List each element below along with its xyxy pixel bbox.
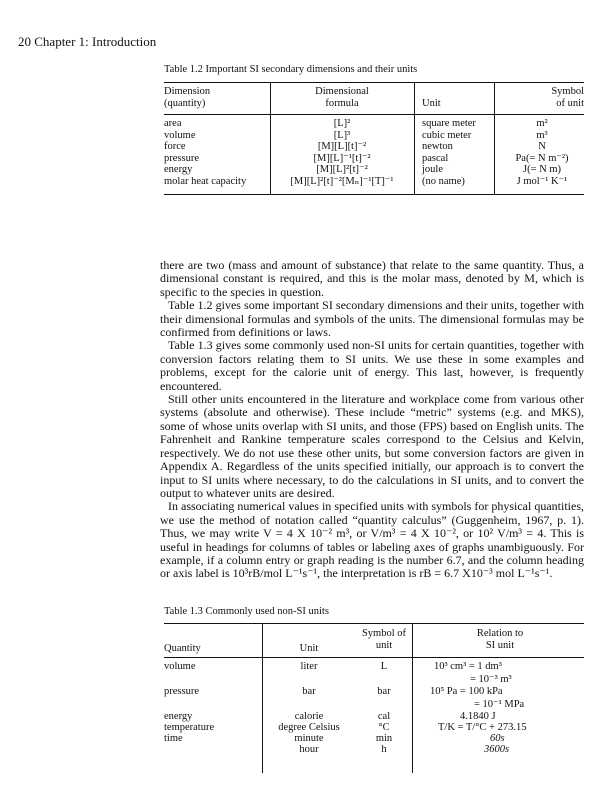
table-cell: min [375,733,393,744]
table-cell [264,699,354,712]
table-cell: hour [299,744,319,755]
table-cell: calorie [294,711,324,722]
paragraph: Table 1.2 gives some important SI secondary dimensions and their units, together with their dimensional formulas and symbols of the units. The dimensional formulas may be confirmed from definitions or laws. [160,298,584,340]
table-cell: m³ [536,129,548,141]
table-cell: square meter [422,118,476,129]
table-cell: newton [422,141,453,152]
table-1-3-caption: Table 1.3 Commonly used non-SI units [164,606,329,617]
table-cell: = 10⁻¹ MPa [474,698,525,710]
table-cell: pascal [422,152,449,164]
table-cell: energy [164,711,193,722]
table-cell: molar heat capacity [164,175,247,187]
table-cell: h [381,744,387,755]
table-1-3 [164,0,584,790]
table-cell [164,674,214,687]
table-cell: pressure [164,686,199,697]
table-cell: cal [377,711,391,722]
paragraph: there are two (mass and amount of substance) that relate to the same quantity. Thus, a dimensional constant is required, and this is the molar mass, denoted by M, which is specific to the species in question. [160,258,584,299]
table-cell: force [164,141,186,152]
table-cell: = 10⁻³ m³ [470,673,512,685]
table-cell: T/K = T/°C + 273.15 [438,722,527,733]
table-cell: bar [377,686,391,697]
table-1-3-col-symbol [350,661,418,755]
table-cell: cubic meter [422,129,472,141]
table-cell: J(= N m) [522,164,561,175]
table-cell: (no name) [422,175,465,187]
table-cell: liter [300,661,318,672]
table-cell: N [538,141,546,152]
paragraph: Still other units encountered in the literature and workplace come from various other systems (absolute and otherwise). These include “metric” systems (e.g. and MKS), some of whose units overlap with SI units, and those (FPS) based on English units. The Fahrenheit and Rankine temperature scales correspond to the Celsius and Kelvin, respectively. We do not use these other units, but some conversion factors are given in Appendix A. Regardless of the units specified initially, our approach is to convert the input to SI units where necessary, to do the calculations in SI units, and to convert the output to whatever units are desired. [160,392,584,500]
table-cell: [M][L][t]⁻² [317,141,367,152]
table-1-2-header-symbol: Symbol of unit [551,86,584,109]
table-cell: [M][L]⁻¹[t]⁻² [313,152,371,164]
table-1-2-header-quantity: Dimension (quantity) [164,86,211,109]
table-cell: m² [536,118,548,129]
table-cell: minute [294,733,324,744]
table-1-3-col-relation [420,661,584,755]
table-1-3-col-quantity [164,661,214,755]
table-cell: [M][L]²[t]⁻² [316,164,368,175]
table-cell: area [164,118,182,129]
table-1-3-col-unit [264,661,354,755]
table-cell: volume [164,129,196,141]
table-cell: volume [164,661,196,672]
table-cell [264,674,354,687]
paragraph: In associating numerical values in specified units with symbols for physical quantities, we use the method of notation called “quantity calculus” (Guggenheim, 1967, p. 1). Thus, we may write V = 4 X 10⁻² m³, or V/m³ = 4 X 10⁻², or 10² V/m³ = 4. This is useful in headings for columns of tables or labeling axes of graphs unambiguously. For example, if a column entry or graph reading is the number 6.7, and the column heading or axis label is 10³rB/mol L⁻¹s⁻¹, the interpretation is rB = 6.7 X10⁻³ mol L⁻¹s⁻¹. [160,499,584,581]
table-cell: [M][L]²[t]⁻²[Mₙ]⁻¹[T]⁻¹ [290,175,394,187]
table-1-3-header-symbol: Symbol of unit [361,628,407,651]
table-1-2-header-formula: Dimensional formula [315,86,369,109]
table-cell: [L]² [333,118,351,129]
table-cell: pressure [164,152,199,164]
table-cell: 4.1840 J [460,711,496,722]
table-cell: 10³ cm³ = 1 dm³ [434,661,502,672]
table-cell: °C [378,722,390,733]
table-cell: [L]³ [333,129,351,141]
table-1-2-caption: Table 1.2 Important SI secondary dimensions and their units [164,64,418,75]
table-cell: bar [302,686,316,697]
table-cell: J mol⁻¹ K⁻¹ [516,175,568,187]
table-cell [164,744,214,755]
table-cell: degree Celsius [278,722,340,733]
table-cell: 10⁵ Pa = 100 kPa [430,686,503,697]
table-cell: Pa(= N m⁻²) [515,152,569,164]
table-cell [164,699,214,712]
table-cell: time [164,733,183,744]
table-cell: L [380,661,388,672]
table-cell: temperature [164,722,215,733]
table-cell: 60s [490,733,505,744]
table-1-3-header-quantity: Quantity [164,643,201,654]
paragraph: Table 1.3 gives some commonly used non-SI units for certain quantities, together with conversion factors relating them to SI units. We use these in some examples and problems, except for the calorie unit of energy. This last, however, is frequently encountered. [160,338,584,393]
table-cell [350,674,418,687]
table-1-3-header-unit: Unit [299,643,319,654]
table-cell: joule [422,164,443,175]
table-1-3-header-relation: Relation to SI unit [476,628,524,651]
page-header: 20 Chapter 1: Introduction [18,34,157,49]
table-cell [350,699,418,712]
table-cell: energy [164,164,193,175]
table-cell: 3600s [484,744,510,755]
table-1-2-header-unit: Unit [422,97,441,109]
